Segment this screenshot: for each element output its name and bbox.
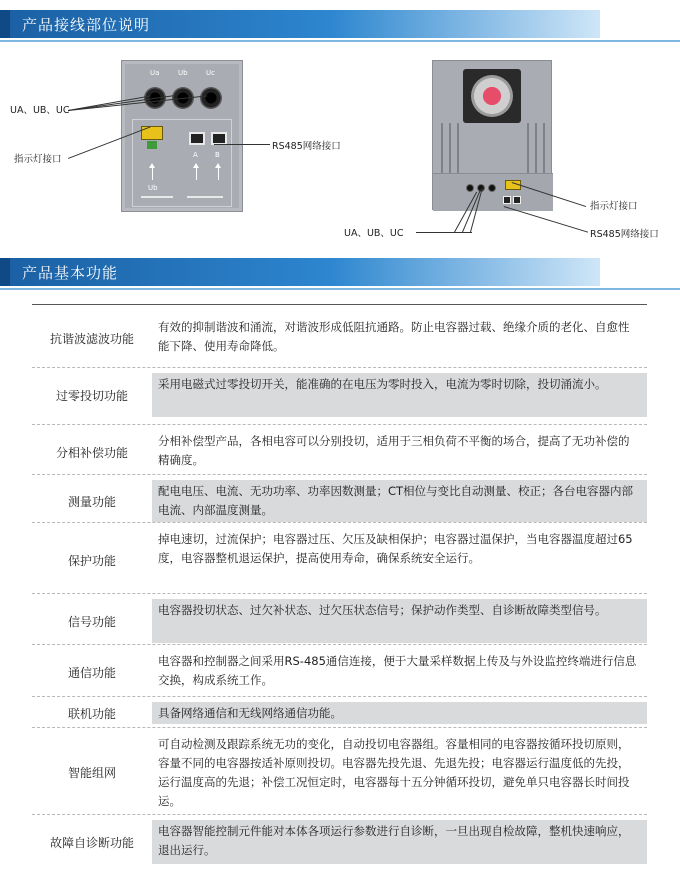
section-header-functions (0, 258, 680, 290)
row-divider (32, 367, 647, 368)
row-divider (32, 814, 647, 815)
leader-line (416, 232, 472, 233)
table-row (32, 316, 647, 360)
fan-icon (471, 75, 513, 117)
table-row (32, 702, 647, 724)
function-description: 电容器智能控制元件能对本体各项运行参数进行自诊断，一旦出现自检故障，整机快速响应，退出运行。 (152, 820, 647, 864)
table-top-rule (32, 304, 647, 305)
function-label: 通信功能 (67, 666, 116, 680)
function-label: 过零投切功能 (55, 389, 128, 403)
terminal-area (132, 119, 232, 207)
table-row (32, 733, 647, 811)
section-title-wiring: 产品接线部位说明 (22, 16, 151, 34)
function-label: 信号功能 (67, 615, 116, 629)
callout-indicator-left: 指示灯接口 (14, 154, 62, 165)
function-description: 电容器和控制器之间采用RS-485通信连接，便于大量采样数据上传及与外设监控终端进行信息交换，构成系统工作。 (158, 654, 637, 687)
row-divider (32, 696, 647, 697)
cooling-fan (463, 69, 521, 123)
section-header-wiring (0, 10, 680, 42)
header-rule (0, 288, 680, 290)
ub-label: Ub (148, 184, 158, 192)
function-label: 智能组网 (67, 766, 116, 780)
caption-mark (141, 196, 173, 198)
header-rule (0, 40, 680, 42)
function-description: 掉电速切，过流保护；电容器过压、欠压及缺相保护；电容器过温保护，当电容器温度超过65度，电容器整机退运保护，提高使用寿命，确保系统安全运行。 (158, 532, 633, 565)
row-divider (32, 474, 647, 475)
callout-indicator-right: 指示灯接口 (590, 201, 638, 212)
jack-label-ub: Ub (178, 69, 188, 77)
callout-rs485-left: RS485网络接口 (272, 141, 341, 152)
function-description: 可自动检测及跟踪系统无功的变化，自动投切电容器组。容量相同的电容器按循环投切原则，容量不同的电容器按适补原则投切。电容器先投先退、先退先投；电容器运行温度低的先投，运行温度高的先退；补偿工况恒定时，电容器每十五分钟循环投切，避免单只电容器长时间投运。 (158, 737, 630, 808)
up-arrow-icon (152, 166, 153, 180)
function-description: 电容器投切状态、过欠补状态、过欠压状态信号；保护动作类型、自诊断故障类型信号。 (152, 599, 647, 643)
table-row (32, 480, 647, 522)
up-arrow-icon (196, 166, 197, 180)
rs485-port-a (189, 132, 205, 145)
row-divider (32, 424, 647, 425)
function-label: 抗谐波滤波功能 (49, 332, 134, 346)
function-description: 具备网络通信和无线网络通信功能。 (152, 702, 647, 724)
table-row (32, 650, 647, 694)
port-label-b: B (215, 151, 220, 159)
caption-mark (187, 196, 223, 198)
table-row (32, 820, 647, 864)
jack-label-ua: Ua (150, 69, 160, 77)
port-label-a: A (193, 151, 198, 159)
up-arrow-icon (218, 166, 219, 180)
voltage-jack (488, 184, 496, 192)
rs485-port (513, 196, 521, 204)
front-panel-image (121, 60, 243, 212)
function-label: 保护功能 (67, 554, 116, 568)
row-divider (32, 522, 647, 523)
function-label: 联机功能 (67, 707, 116, 721)
row-divider (32, 644, 647, 645)
function-description: 采用电磁式过零投切开关，能准确的在电压为零时投入，电流为零时切除，投切涌流小。 (152, 373, 647, 417)
row-divider (32, 727, 647, 728)
indicator-connector (147, 141, 157, 149)
leader-line (214, 144, 270, 145)
callout-voltage-right: UA、UB、UC (344, 228, 404, 239)
table-row (32, 528, 647, 592)
callout-voltage-left: UA、UB、UC (10, 105, 70, 116)
function-label: 测量功能 (67, 495, 116, 509)
table-row (32, 599, 647, 643)
table-row (32, 430, 647, 474)
function-label: 故障自诊断功能 (49, 836, 134, 850)
row-divider (32, 593, 647, 594)
function-description: 分相补偿型产品，各相电容可以分别投切，适用于三相负荷不平衡的场合，提高了无功补偿的精确度。 (158, 434, 630, 467)
cabinet-rear-image (432, 60, 552, 210)
function-description: 配电电压、电流、无功功率、功率因数测量；CT相位与变比自动测量、校正；各台电容器内部电流、内部温度测量。 (152, 480, 647, 522)
table-row (32, 373, 647, 417)
voltage-jack (466, 184, 474, 192)
terminal-strip (433, 173, 553, 211)
section-title-functions: 产品基本功能 (22, 264, 119, 282)
function-description: 有效的抑制谐波和涌流，对谐波形成低阻抗通路。防止电容器过载、绝缘介质的老化、自愈性能下降、使用寿命降低。 (158, 320, 630, 353)
jack-label-uc: Uc (206, 69, 215, 77)
rs485-port (503, 196, 511, 204)
voltage-jack-uc (200, 87, 222, 109)
callout-rs485-right: RS485网络接口 (590, 229, 659, 240)
function-label: 分相补偿功能 (55, 446, 128, 460)
